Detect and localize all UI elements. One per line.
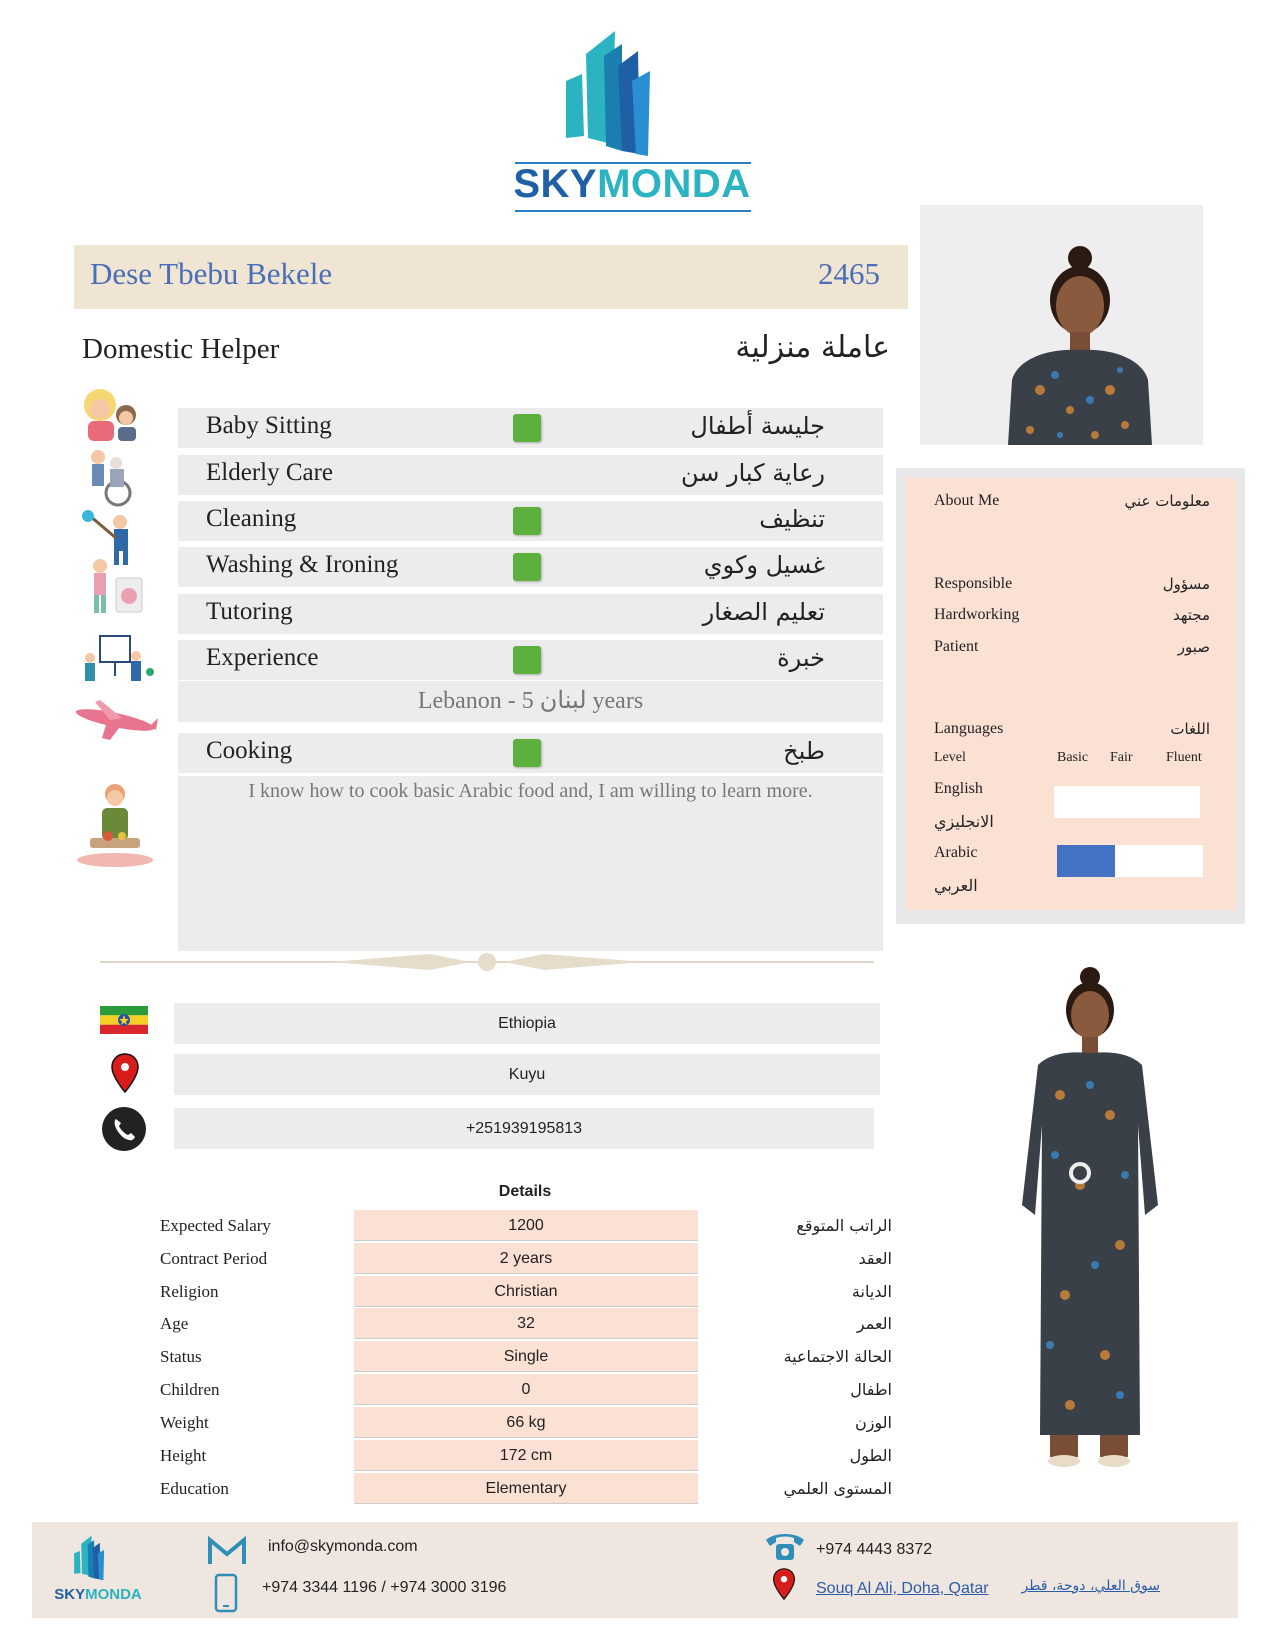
arabic-level-bar bbox=[1057, 845, 1203, 877]
detail-value: Elementary bbox=[354, 1473, 698, 1504]
detail-row-status bbox=[150, 1341, 900, 1373]
skill-label-ar: غسيل وكوي bbox=[703, 551, 825, 579]
language-ar-english: الانجليزي bbox=[934, 814, 994, 831]
detail-row-children bbox=[150, 1374, 900, 1406]
portrait-photo bbox=[1000, 240, 1160, 445]
trait-ar: مسؤول bbox=[1162, 575, 1210, 593]
languages-title-en: Languages bbox=[934, 720, 1004, 737]
footer-brand-monda: MONDA bbox=[85, 1586, 142, 1603]
detail-value: Single bbox=[354, 1341, 698, 1372]
about-title-en: About Me bbox=[934, 492, 1000, 509]
detail-value: 1200 bbox=[354, 1210, 698, 1241]
location-pin-icon bbox=[110, 1052, 140, 1094]
skill-row-experience bbox=[178, 640, 883, 680]
skill-label-en: Experience bbox=[206, 644, 319, 671]
detail-label-ar: الراتب المتوقع bbox=[796, 1216, 892, 1235]
full-body-photo bbox=[1010, 965, 1170, 1485]
skill-label-ar: تنظيف bbox=[759, 505, 825, 533]
skill-check-icon bbox=[513, 739, 541, 767]
detail-row-contract bbox=[150, 1243, 900, 1275]
detail-label-en: Height bbox=[160, 1446, 207, 1465]
footer-address-en[interactable]: Souq Al Ali, Doha, Qatar bbox=[816, 1580, 989, 1597]
trait-ar: صبور bbox=[1177, 638, 1210, 656]
experience-detail: Lebanon - لبنان 5 years bbox=[178, 681, 883, 722]
detail-row-religion bbox=[150, 1276, 900, 1308]
detail-value: 66 kg bbox=[354, 1407, 698, 1438]
detail-row-education bbox=[150, 1473, 900, 1505]
footer-location-pin-icon bbox=[772, 1566, 796, 1602]
cooking-note: I know how to cook basic Arabic food and, I am willing to learn more. bbox=[248, 780, 813, 802]
detail-row-weight bbox=[150, 1407, 900, 1439]
details-title: Details bbox=[498, 1183, 552, 1200]
detail-value: 172 cm bbox=[354, 1440, 698, 1471]
skill-label-en: Cooking bbox=[206, 737, 293, 764]
detail-label-ar: الحالة الاجتماعية bbox=[783, 1347, 892, 1366]
skill-row-elderly-care bbox=[178, 455, 883, 495]
skill-check-icon bbox=[513, 646, 541, 674]
cooking-icon bbox=[70, 780, 160, 870]
detail-label-en: Weight bbox=[160, 1413, 209, 1432]
level-fair: Fair bbox=[1110, 750, 1133, 765]
phone-icon bbox=[101, 1106, 147, 1152]
detail-label-ar: الديانة bbox=[851, 1282, 892, 1301]
footer-logo-icon bbox=[72, 1532, 122, 1582]
detail-label-en: Education bbox=[160, 1479, 229, 1498]
trait-ar: مجتهد bbox=[1172, 606, 1210, 624]
detail-value: 0 bbox=[354, 1374, 698, 1405]
about-title-ar: معلومات عني bbox=[1124, 492, 1210, 510]
skill-row-baby-sitting bbox=[178, 408, 883, 448]
level-basic: Basic bbox=[1057, 750, 1089, 765]
detail-row-age bbox=[150, 1308, 900, 1340]
skill-row-tutoring bbox=[178, 594, 883, 634]
footer-wordmark bbox=[48, 1586, 148, 1603]
detail-label-en: Children bbox=[160, 1380, 220, 1399]
washing-icon bbox=[70, 556, 160, 616]
level-fluent: Fluent bbox=[1166, 750, 1202, 765]
logo-rule-bottom bbox=[515, 210, 751, 212]
detail-value: 2 years bbox=[354, 1243, 698, 1274]
brand-sky: SKY bbox=[513, 162, 598, 206]
city-field: Kuyu bbox=[174, 1054, 880, 1095]
skill-label-ar: تعليم الصغار bbox=[702, 598, 825, 626]
footer-address-ar[interactable]: سوق العلي، دوحة، قطر bbox=[1021, 1578, 1160, 1594]
skill-label-ar: خبرة bbox=[777, 644, 825, 672]
level-label: Level bbox=[934, 750, 966, 765]
brand-monda: MONDA bbox=[597, 162, 751, 206]
job-title-en: Domestic Helper bbox=[82, 333, 280, 365]
candidate-ref-number: 2465 bbox=[818, 256, 880, 291]
detail-label-en: Contract Period bbox=[160, 1249, 268, 1268]
skill-check-icon bbox=[513, 553, 541, 581]
detail-row-height bbox=[150, 1440, 900, 1472]
detail-label-en: Status bbox=[160, 1347, 202, 1366]
language-en-arabic: Arabic bbox=[934, 844, 978, 861]
candidate-name: Dese Tbebu Bekele bbox=[90, 256, 333, 291]
footer-landline: +974 4443 8372 bbox=[816, 1541, 933, 1558]
detail-label-en: Age bbox=[160, 1314, 189, 1333]
detail-label-ar: العمر bbox=[856, 1314, 892, 1333]
elderly-care-icon bbox=[70, 447, 160, 507]
languages-title-ar: اللغات bbox=[1170, 720, 1210, 738]
skill-label-en: Cleaning bbox=[206, 505, 297, 532]
ornamental-divider bbox=[100, 950, 874, 974]
skill-label-ar: جليسة أطفال bbox=[690, 412, 825, 440]
arabic-level-fill bbox=[1057, 845, 1115, 877]
skill-label-en: Washing & Ironing bbox=[206, 551, 399, 578]
skill-check-icon bbox=[513, 414, 541, 442]
detail-row-salary bbox=[150, 1210, 900, 1242]
phone-field: +251939195813 bbox=[174, 1108, 874, 1149]
footer-email[interactable]: info@skymonda.com bbox=[268, 1538, 418, 1555]
detail-label-ar: اطفال bbox=[850, 1380, 892, 1399]
footer-brand-sky: SKY bbox=[54, 1586, 86, 1603]
skill-label-en: Tutoring bbox=[206, 598, 293, 625]
country-field: Ethiopia bbox=[174, 1003, 880, 1044]
skymonda-logo-icon bbox=[560, 26, 700, 156]
telephone-icon bbox=[764, 1530, 806, 1562]
detail-label-ar: العقد bbox=[858, 1249, 892, 1268]
detail-label-ar: المستوى العلمي bbox=[783, 1479, 892, 1498]
skill-row-cooking bbox=[178, 733, 883, 773]
footer-mobiles: +974 3344 1196 / +974 3000 3196 bbox=[262, 1579, 507, 1596]
job-title-ar: عاملة منزلية bbox=[735, 330, 890, 365]
skill-check-icon bbox=[513, 507, 541, 535]
ethiopia-flag-icon bbox=[100, 1006, 148, 1034]
trait-en: Responsible bbox=[934, 575, 1013, 592]
detail-label-en: Religion bbox=[160, 1282, 219, 1301]
detail-label-en: Expected Salary bbox=[160, 1216, 271, 1235]
language-ar-arabic: العربي bbox=[934, 878, 978, 895]
english-level-bar bbox=[1054, 786, 1200, 818]
skill-label-ar: طبخ bbox=[783, 737, 825, 765]
detail-label-ar: الوزن bbox=[854, 1413, 892, 1432]
skill-label-en: Baby Sitting bbox=[206, 412, 332, 439]
brand-wordmark bbox=[512, 162, 752, 206]
trait-en: Patient bbox=[934, 638, 979, 655]
detail-label-ar: الطول bbox=[849, 1446, 892, 1465]
detail-value: Christian bbox=[354, 1276, 698, 1307]
skill-label-ar: رعاية كبار سن bbox=[681, 459, 825, 487]
trait-en: Hardworking bbox=[934, 606, 1020, 623]
airplane-icon bbox=[70, 690, 160, 750]
tutoring-icon bbox=[70, 632, 160, 692]
mail-icon bbox=[208, 1536, 246, 1566]
skill-label-en: Elderly Care bbox=[206, 459, 334, 486]
baby-sitting-icon bbox=[70, 385, 160, 445]
skill-row-cleaning bbox=[178, 501, 883, 541]
skill-row-washing-ironing bbox=[178, 547, 883, 587]
detail-value: 32 bbox=[354, 1308, 698, 1339]
language-en-english: English bbox=[934, 780, 983, 797]
mobile-phone-icon bbox=[214, 1573, 238, 1613]
